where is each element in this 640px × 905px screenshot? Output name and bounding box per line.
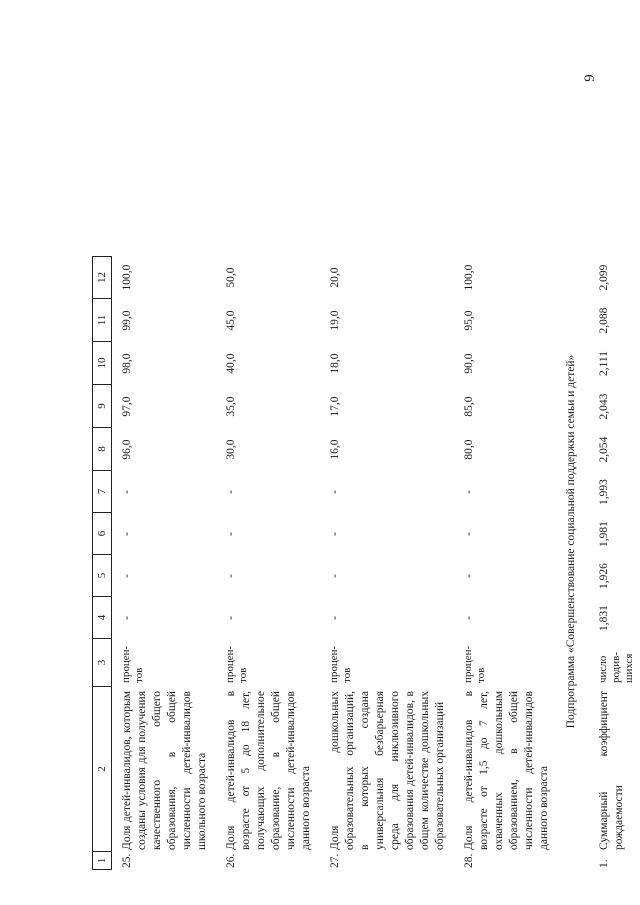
value-cell: 100,0 [463, 264, 475, 291]
value-cell: 99,0 [121, 310, 133, 331]
table-header-cell: 2 [92, 687, 112, 852]
value-cell: 17,0 [329, 396, 341, 417]
value-cell: 35,0 [225, 396, 237, 417]
value-cell: - [463, 574, 475, 578]
row-number: 25. [121, 853, 133, 868]
unit-of-measure: процен-тов [462, 645, 487, 683]
value-cell: - [121, 532, 133, 536]
value-cell: - [225, 616, 237, 620]
value-cell: 19,0 [329, 310, 341, 331]
value-cell: - [463, 490, 475, 494]
unit-of-measure: число родив-шихся [597, 651, 635, 683]
value-cell: 98,0 [121, 353, 133, 374]
value-cell: 50,0 [225, 267, 237, 288]
row-spacer [454, 213, 558, 256]
row-spacer [216, 213, 320, 256]
table-header-cell: 5 [92, 555, 112, 597]
row-number: 27. [329, 853, 341, 868]
value-cell: - [121, 574, 133, 578]
row-number: 1. [598, 859, 610, 868]
indicator-description: Доля дошкольных образовательных организаций, в которых создана универсальная безбарьерная среда для инклюзивного образования детей-инвалидов, в общем количестве дошкольных образовательных организаций [329, 691, 446, 850]
subprogram-title: Подпрограмма «Совершенствование социальной поддержки семьи и детей» [565, 354, 577, 729]
page-number: 9 [582, 74, 598, 82]
indicator-description: Доля детей-инвалидов в возрасте от 5 до 18 лет, получающих дополнительное образование, в общей численности детей-инвалидов данного возраста [225, 691, 312, 850]
table-header-cell: 8 [92, 428, 112, 471]
value-cell: - [463, 616, 475, 620]
value-cell: 2,088 [598, 307, 610, 334]
unit-of-measure: процен-тов [328, 645, 353, 683]
value-cell: 1,993 [598, 479, 610, 505]
table-header-cell: 10 [92, 342, 112, 385]
value-cell: 45,0 [225, 310, 237, 331]
row-spacer [112, 213, 216, 256]
value-cell: - [121, 616, 133, 620]
value-cell: - [463, 532, 475, 536]
table-header-cell: 11 [92, 299, 112, 342]
table-header-cell: 1 [92, 852, 112, 870]
value-cell: 96,0 [121, 439, 133, 460]
value-cell: 95,0 [463, 310, 475, 331]
table-header-cell: 6 [92, 513, 112, 555]
value-cell: 2,099 [598, 264, 610, 291]
value-cell: 90,0 [463, 353, 475, 374]
row-spacer [589, 213, 640, 256]
value-cell: 1,831 [598, 605, 610, 631]
value-cell: 18,0 [329, 353, 341, 374]
row-spacer [320, 213, 454, 256]
value-cell: 97,0 [121, 396, 133, 417]
row-number: 28. [463, 853, 475, 868]
value-cell: - [121, 490, 133, 494]
value-cell: 85,0 [463, 396, 475, 417]
rotated-table-container [92, 80, 635, 870]
value-cell: 1,981 [598, 521, 610, 547]
value-cell: 20,0 [329, 267, 341, 288]
table-header-cell: 12 [92, 256, 112, 299]
value-cell: 2,054 [598, 436, 610, 463]
value-cell: 30,0 [225, 439, 237, 460]
value-cell: 2,111 [598, 350, 610, 377]
value-cell: 80,0 [463, 439, 475, 460]
indicator-description: Доля детей-инвалидов, которым созданы условия для получения качественного общего образования, в общей численности детей-инвалидов школьного возраста [121, 691, 208, 850]
value-cell: 2,043 [598, 393, 610, 420]
unit-of-measure: процен-тов [120, 645, 145, 683]
row-number: 26. [225, 853, 237, 868]
value-cell: - [225, 574, 237, 578]
indicator-description: Доля детей-инвалидов в возрасте от 1,5 до 7 лет, охваченных дошкольным образованием, в общей численности детей-инвалидов данного возраста [463, 691, 550, 850]
value-cell: - [225, 532, 237, 536]
value-cell: - [329, 616, 341, 620]
indicator-table [92, 80, 640, 870]
unit-of-measure: процен-тов [224, 645, 249, 683]
table-header-cell: 7 [92, 471, 112, 513]
table-header-cell: 3 [92, 639, 112, 687]
value-cell: 100,0 [121, 264, 133, 291]
table-header-cell: 4 [92, 597, 112, 639]
indicator-description: Суммарный коэффициент рождаемости [598, 691, 625, 850]
value-cell: - [329, 490, 341, 494]
value-cell: 1,926 [598, 563, 610, 589]
value-cell: 16,0 [329, 439, 341, 460]
value-cell: - [329, 574, 341, 578]
value-cell: - [225, 490, 237, 494]
value-cell: 40,0 [225, 353, 237, 374]
table-header-cell: 9 [92, 385, 112, 428]
value-cell: - [329, 532, 341, 536]
